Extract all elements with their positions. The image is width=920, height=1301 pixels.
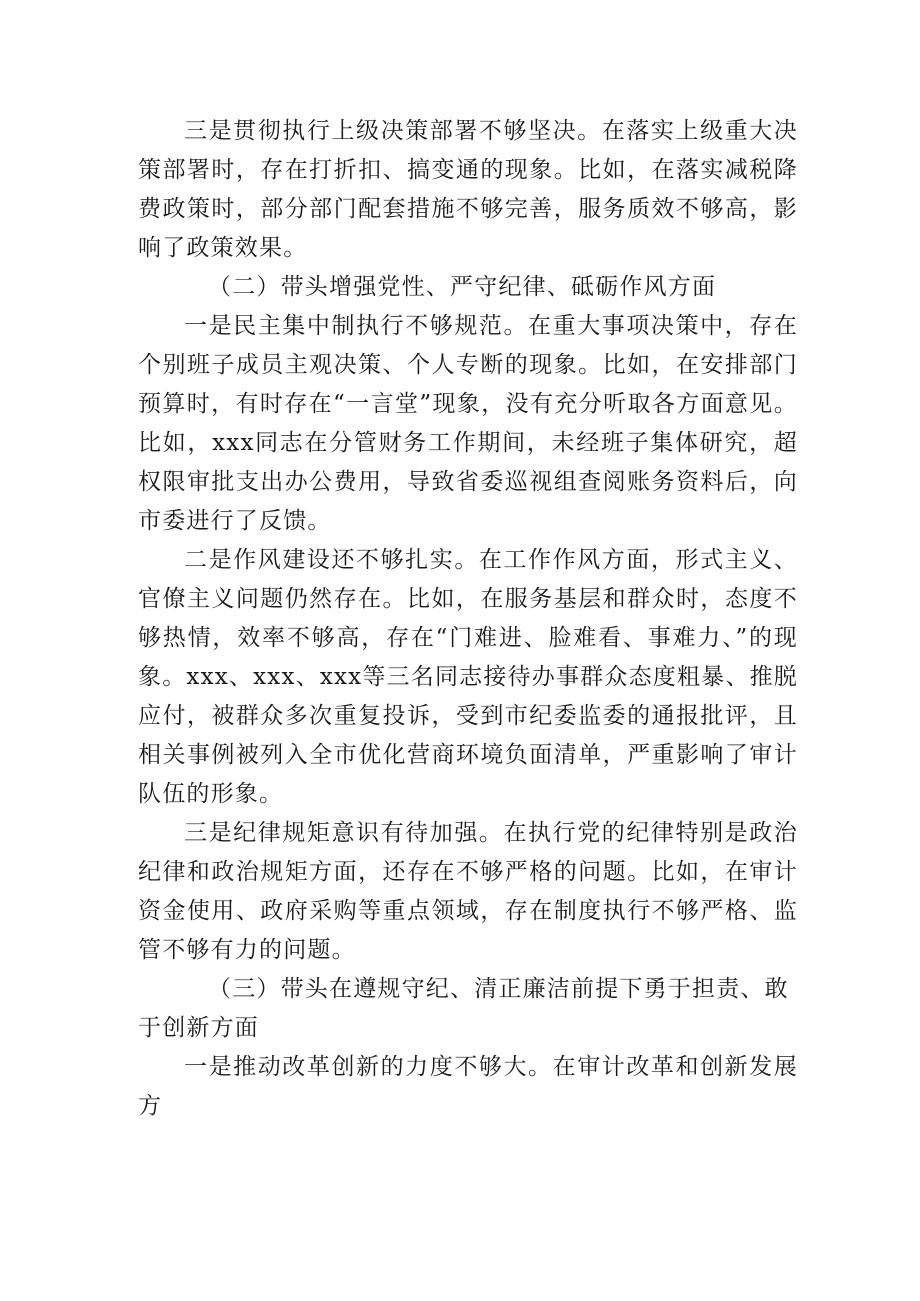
document-body xyxy=(138,112,798,1126)
paragraph-discipline-awareness: 三是纪律规矩意识有待加强。在执行党的纪律特别是政治纪律和政治规矩方面，还存在不够严格的问题。比如，在审计资金使用、政府采购等重点领域，存在制度执行不够严格、监管不够有力的问题。 xyxy=(138,820,798,963)
paragraph-work-style: 二是作风建设还不够扎实。在工作作风方面，形式主义、官僚主义问题仍然存在。比如，在服务基层和群众时，态度不够热情，效率不够高，存在“门难进、脸难看、事难力、”的现象。xxx、xxx、xxx等三名同志接待办事群众态度粗暴、推脱应付，被群众多次重复投诉，受到市纪委监委的通报批评，且相关事例被列入全市优化营商环境负面清单，严重影响了审计队伍的形象。 xyxy=(138,547,798,807)
section-heading-3: （三）带头在遵规守纪、清正廉洁前提下勇于担责、敢于创新方面 xyxy=(138,976,789,1041)
section-heading-2: （二）带头增强党性、严守纪律、砥砺作风方面 xyxy=(208,274,717,300)
paragraph-democratic-centralism: 一是民主集中制执行不够规范。在重大事项决策中，存在个别班子成员主观决策、个人专断的现象。比如，在安排部门预算时，有时存在“一言堂”现象，没有充分听取各方面意见。比如，xxx同志在分管财务工作期间，未经班子集体研究，超权限审批支出办公费用，导致省委巡视组查阅账务资料后，向市委进行了反馈。 xyxy=(138,313,798,534)
paragraph-decision-implementation: 三是贯彻执行上级决策部署不够坚决。在落实上级重大决策部署时，存在打折扣、搞变通的现象。比如，在落实减税降费政策时，部分部门配套措施不够完善，服务质效不够高，影响了政策效果。 xyxy=(138,118,798,261)
paragraph-reform-innovation: 一是推动改革创新的力度不够大。在审计改革和创新发展方 xyxy=(138,1054,798,1119)
